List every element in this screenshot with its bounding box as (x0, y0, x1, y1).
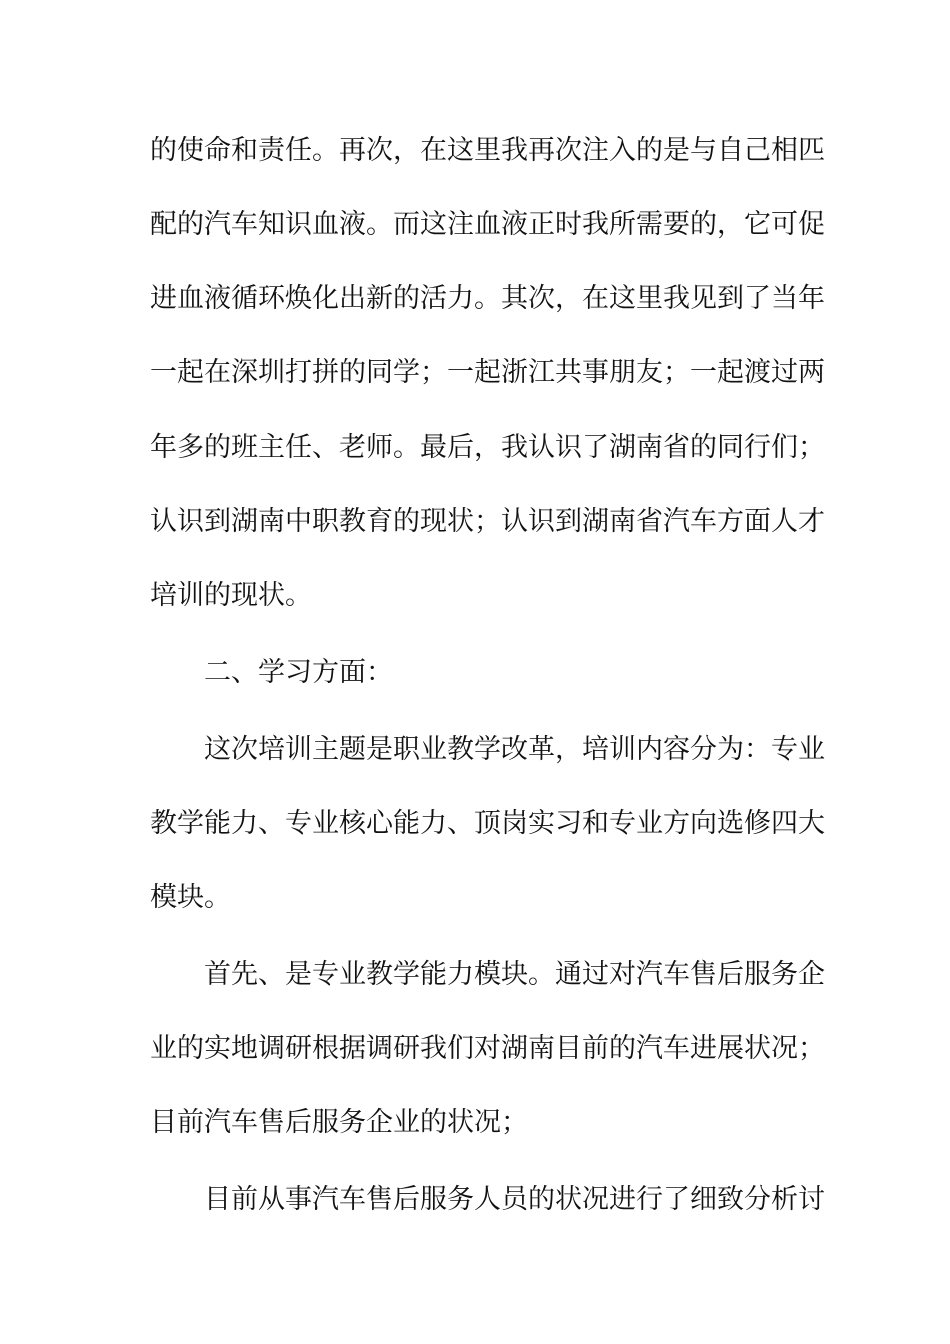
paragraph-line: 教学能力、专业核心能力、顶岗实习和专业方向选修四大 (150, 808, 825, 839)
paragraph-line: 这次培训主题是职业教学改革，培训内容分为：专业 (204, 734, 825, 765)
paragraph-line: 目前从事汽车售后服务人员的状况进行了细致分析讨 (204, 1184, 825, 1215)
paragraph-line: 模块。 (150, 882, 231, 913)
paragraph-line: 配的汽车知识血液。而这注血液正时我所需要的，它可促 (150, 209, 825, 240)
paragraph-line: 年多的班主任、老师。最后，我认识了湖南省的同行们； (150, 432, 825, 463)
section-heading: 二、学习方面： (204, 657, 393, 688)
paragraph-line: 业的实地调研根据调研我们对湖南目前的汽车进展状况； (150, 1033, 825, 1064)
paragraph-line: 一起在深圳打拼的同学；一起浙江共事朋友；一起渡过两 (150, 357, 825, 388)
paragraph-line: 的使命和责任。再次，在这里我再次注入的是与自己相匹 (150, 135, 825, 166)
paragraph-line: 进血液循环焕化出新的活力。其次，在这里我见到了当年 (150, 283, 825, 314)
paragraph-line: 目前汽车售后服务企业的状况； (150, 1107, 528, 1138)
paragraph-line: 认识到湖南中职教育的现状；认识到湖南省汽车方面人才 (150, 506, 825, 537)
paragraph-line: 首先、是专业教学能力模块。通过对汽车售后服务企 (204, 959, 825, 990)
paragraph-line: 培训的现状。 (150, 580, 312, 611)
